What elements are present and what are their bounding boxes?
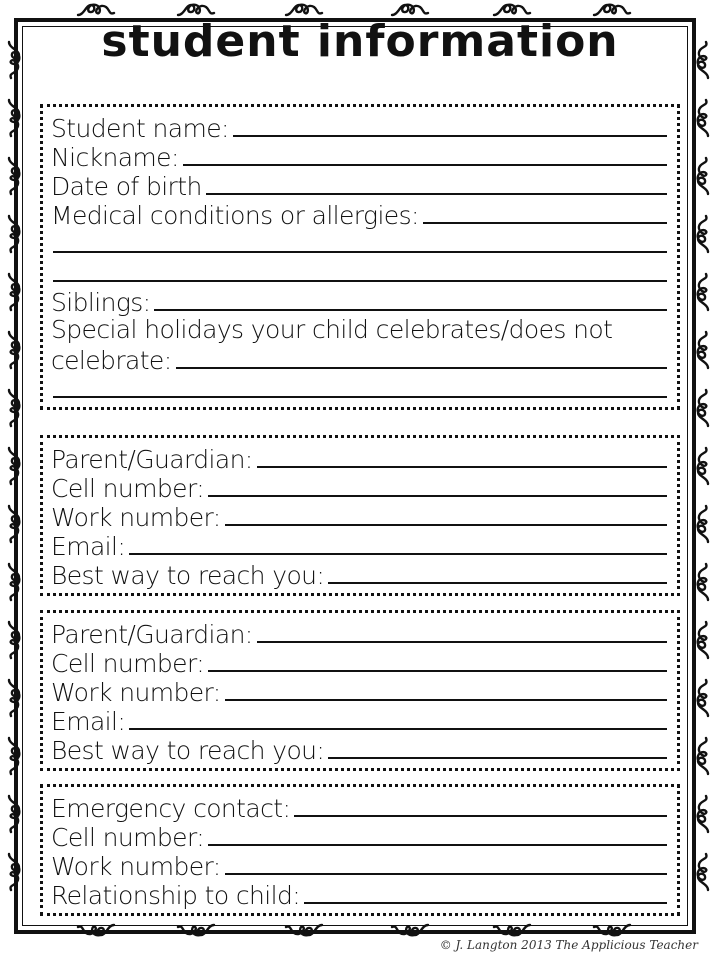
swirl-ornament-icon <box>3 852 25 892</box>
form-row <box>51 677 667 706</box>
field-label: Parent/Guardian: <box>51 620 253 649</box>
swirl-ornament-icon <box>3 504 25 544</box>
swirl-ornament-icon <box>3 98 25 138</box>
title-container <box>0 16 720 67</box>
swirl-ornament-icon <box>3 272 25 312</box>
form-row <box>51 502 667 531</box>
form-row <box>51 345 667 374</box>
emergency-contact-section <box>40 784 680 916</box>
field-label: Emergency contact: <box>51 794 291 823</box>
field-label: Medical conditions or allergies: <box>51 201 419 230</box>
field-label: celebrate: <box>51 346 172 375</box>
form-row <box>51 258 667 287</box>
field-label: Cell number: <box>51 823 205 852</box>
field-label: Best way to reach you: <box>51 736 325 765</box>
fill-in-blank-line[interactable] <box>294 815 667 817</box>
field-label: Date of birth <box>51 172 202 201</box>
field-label: Email: <box>51 707 126 736</box>
form-row <box>51 142 667 171</box>
field-label: Work number: <box>51 852 221 881</box>
field-label: Relationship to child: <box>51 881 301 910</box>
field-label: Cell number: <box>51 649 205 678</box>
fill-in-blank-line[interactable] <box>154 309 667 311</box>
fill-in-blank-line[interactable] <box>257 466 667 468</box>
field-label: Special holidays your child celebrates/does not <box>51 315 613 344</box>
fill-in-blank-line[interactable] <box>129 728 667 730</box>
swirl-ornament-icon <box>3 562 25 602</box>
swirl-ornament-icon <box>692 504 714 544</box>
swirl-ornament-icon <box>3 678 25 718</box>
form-row <box>51 822 667 851</box>
form-row <box>51 706 667 735</box>
form-row <box>51 648 667 677</box>
swirl-ornament-icon <box>390 919 430 941</box>
parent-guardian-2-section <box>40 610 680 771</box>
form-row <box>51 171 667 200</box>
fill-in-blank-line[interactable] <box>233 135 667 137</box>
form-row <box>51 229 667 258</box>
swirl-ornament-icon <box>692 794 714 834</box>
fill-in-blank-line[interactable] <box>225 524 667 526</box>
form-row <box>51 793 667 822</box>
fill-in-blank-line[interactable] <box>304 902 667 904</box>
swirl-ornament-icon <box>692 852 714 892</box>
swirl-ornament-icon <box>284 919 324 941</box>
field-label: Work number: <box>51 678 221 707</box>
field-label: Student name: <box>51 114 229 143</box>
fill-in-blank-line[interactable] <box>53 396 667 398</box>
swirl-ornament-icon <box>692 678 714 718</box>
swirl-ornament-icon <box>3 794 25 834</box>
swirl-ornament-icon <box>692 620 714 660</box>
field-label: Best way to reach you: <box>51 561 325 590</box>
form-row <box>51 473 667 502</box>
fill-in-blank-line[interactable] <box>208 670 667 672</box>
form-row <box>51 560 667 589</box>
form-row <box>51 113 667 142</box>
swirl-ornament-icon <box>3 736 25 776</box>
field-label: Email: <box>51 532 126 561</box>
copyright-footer: © J. Langton 2013 The Applicious Teacher <box>439 938 698 952</box>
swirl-ornament-icon <box>692 388 714 428</box>
parent-guardian-1-section <box>40 435 680 596</box>
form-row <box>51 374 667 403</box>
field-label: Nickname: <box>51 143 179 172</box>
form-row <box>51 531 667 560</box>
swirl-ornament-icon <box>3 214 25 254</box>
fill-in-blank-line[interactable] <box>206 193 667 195</box>
swirl-ornament-icon <box>3 446 25 486</box>
form-row <box>51 880 667 909</box>
fill-in-blank-line[interactable] <box>225 873 667 875</box>
fill-in-blank-line[interactable] <box>53 280 667 282</box>
page-title: student information <box>101 16 619 67</box>
swirl-ornament-icon <box>692 214 714 254</box>
fill-in-blank-line[interactable] <box>423 222 667 224</box>
swirl-ornament-icon <box>176 919 216 941</box>
field-label: Cell number: <box>51 474 205 503</box>
student-details-section <box>40 104 680 410</box>
fill-in-blank-line[interactable] <box>53 251 667 253</box>
fill-in-blank-line[interactable] <box>257 641 667 643</box>
fill-in-blank-line[interactable] <box>328 582 667 584</box>
fill-in-blank-line[interactable] <box>208 495 667 497</box>
swirl-ornament-icon <box>692 156 714 196</box>
swirl-ornament-icon <box>692 330 714 370</box>
field-label: Work number: <box>51 503 221 532</box>
swirl-ornament-icon <box>3 388 25 428</box>
swirl-ornament-icon <box>3 156 25 196</box>
swirl-ornament-icon <box>692 98 714 138</box>
form-row <box>51 316 667 345</box>
fill-in-blank-line[interactable] <box>225 699 667 701</box>
form-row <box>51 851 667 880</box>
field-label: Parent/Guardian: <box>51 445 253 474</box>
form-row <box>51 200 667 229</box>
form-row <box>51 444 667 473</box>
field-label: Siblings: <box>51 288 151 317</box>
fill-in-blank-line[interactable] <box>328 757 667 759</box>
fill-in-blank-line[interactable] <box>129 553 667 555</box>
swirl-ornament-icon <box>692 562 714 602</box>
swirl-ornament-icon <box>3 330 25 370</box>
swirl-ornament-icon <box>3 620 25 660</box>
fill-in-blank-line[interactable] <box>183 164 667 166</box>
form-row <box>51 735 667 764</box>
swirl-ornament-icon <box>76 919 116 941</box>
fill-in-blank-line[interactable] <box>176 367 667 369</box>
form-row <box>51 619 667 648</box>
swirl-ornament-icon <box>692 446 714 486</box>
form-row <box>51 287 667 316</box>
swirl-ornament-icon <box>692 272 714 312</box>
fill-in-blank-line[interactable] <box>208 844 667 846</box>
swirl-ornament-icon <box>692 736 714 776</box>
